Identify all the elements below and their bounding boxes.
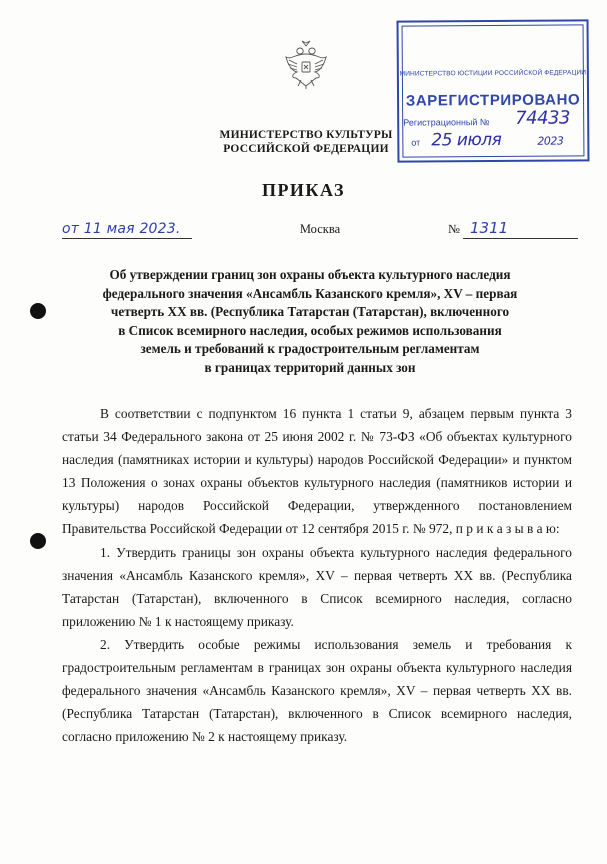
- subject-line: федерального значения «Ансамбль Казанского кремля», XV – первая: [102, 285, 518, 301]
- subject-line: в Список всемирного наследия, особых режимов использования: [118, 322, 502, 338]
- date-underline: [62, 238, 192, 239]
- order-number-field: [448, 219, 578, 239]
- ministry-name-line1: МИНИСТЕРСТВО КУЛЬТУРЫ: [219, 129, 393, 141]
- stamp-from-label: от: [411, 137, 421, 148]
- punch-hole-bottom: [30, 533, 46, 549]
- order-item-1: 1. Утвердить границы зон охраны объекта культурного наследия федерального значения «Ансамбль Казанского кремля», XV – первая четверть XX вв. (Республика Татарстан (Татарстан), включенного в Список всемирного наследия, согласно приложению № 1 к настоящему приказу.: [62, 544, 572, 629]
- stamp-reg-label: Регистрационный №: [403, 117, 490, 128]
- ministry-name: [195, 128, 417, 156]
- subject-line: четверть XX вв. (Республика Татарстан (Татарстан), включенного: [110, 304, 510, 319]
- subject-line: в границах территорий данных зон: [204, 359, 416, 375]
- ministry-name-line2: РОССИЙСКОЙ ФЕДЕРАЦИИ: [223, 143, 389, 155]
- stamp-organization: МИНИСТЕРСТВО ЮСТИЦИИ РОССИЙСКОЙ ФЕДЕРАЦИИ: [399, 69, 587, 78]
- stamp-reg-date: 25 июля: [431, 129, 502, 151]
- document-title: ПРИКАЗ: [261, 180, 346, 200]
- number-sign: №: [448, 222, 460, 236]
- order-date-field: [62, 219, 192, 239]
- number-underline: [463, 238, 578, 239]
- order-number-handwritten: 1311: [470, 219, 509, 237]
- order-body: [62, 402, 572, 748]
- order-date-handwritten: от 11 мая 2023.: [62, 221, 181, 237]
- subject-line: земель и требований к градостроительным регламентам: [140, 341, 480, 356]
- russian-coat-of-arms-icon: [283, 40, 329, 90]
- preamble-paragraph: В соответствии с подпунктом 16 пункта 1 статьи 9, абзацем первым пункта 3 статьи 34 Федерального закона от 25 июня 2002 г. № 73-ФЗ «Об объектах культурного наследия (памятниках истории и культуры) народов Российской Федерации» и пунктом 13 Положения о зонах охраны объектов культурного наследия (памятников истории и культуры) народов Российской Федерации, утвержденного постановлением Правительства Российской Федерации от 12 сентября 2015 г. № 972, п р и к а з ы в а ю:: [62, 406, 572, 537]
- city-name: Москва: [299, 222, 341, 236]
- order-subject: [86, 266, 534, 377]
- registration-stamp: [397, 19, 590, 162]
- stamp-status: ЗАРЕГИСТРИРОВАНО: [405, 91, 581, 110]
- punch-hole-top: [30, 303, 46, 319]
- subject-line: Об утверждении границ зон охраны объекта культурного наследия: [109, 267, 511, 282]
- stamp-reg-number: 74433: [515, 107, 571, 129]
- order-item-2: 2. Утвердить особые режимы использования земель и требования к градостроительным регламентам в границах зон охраны объекта культурного наследия федерального значения «Ансамбль Казанского кремля», XV – первая четверть XX вв. (Республика Татарстан (Татарстан), включенного в Список всемирного наследия, согласно приложению № 2 к настоящему приказу.: [62, 636, 572, 745]
- stamp-reg-year: 2023: [537, 134, 564, 148]
